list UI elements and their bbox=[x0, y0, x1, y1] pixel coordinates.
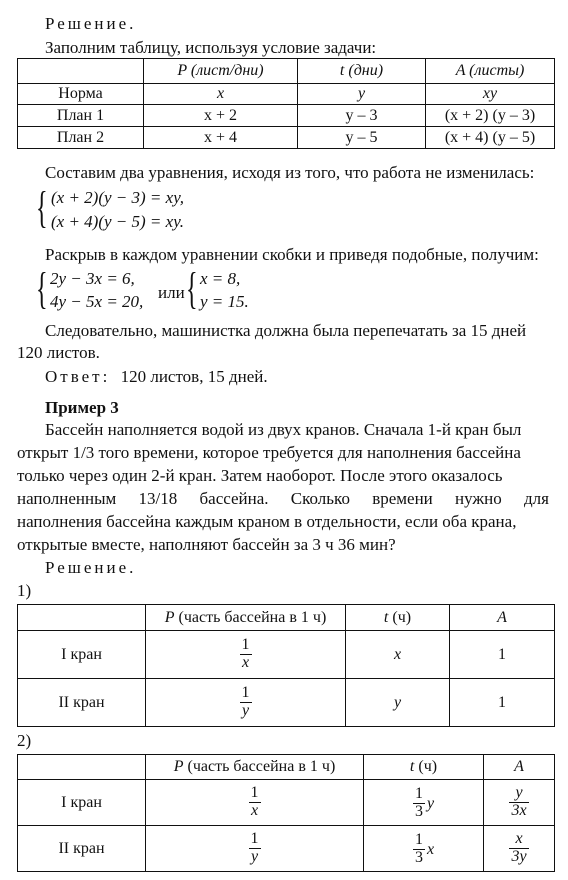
table-header-row bbox=[18, 755, 555, 780]
table-cell: Норма bbox=[18, 84, 144, 105]
fraction bbox=[240, 685, 252, 720]
problem-line: Бассейн наполняется водой из двух кранов. Сначала 1-й кран был bbox=[45, 420, 522, 439]
table-cell: (x + 2) (y – 3) bbox=[426, 105, 555, 127]
time-variable: x bbox=[426, 840, 435, 858]
fraction-denominator: y bbox=[249, 848, 261, 866]
table-cell: 1 bbox=[450, 631, 555, 679]
equation-system-1 bbox=[36, 184, 336, 236]
table-row bbox=[18, 105, 555, 127]
compose-text: Составим два уравнения, исходя из того, что работа не изменилась: bbox=[45, 163, 535, 182]
table-cell bbox=[146, 679, 346, 727]
step-number: 1) bbox=[17, 581, 32, 600]
fraction-numerator: 1 bbox=[414, 831, 423, 849]
fraction-denominator: x bbox=[240, 654, 252, 672]
fraction-numerator: 1 bbox=[250, 830, 259, 848]
table-cell: y – 3 bbox=[298, 105, 426, 127]
table-row bbox=[18, 679, 555, 727]
table-cell: x bbox=[144, 84, 298, 105]
equation: (x + 4)(y − 5) = xy. bbox=[51, 212, 185, 231]
table-cell bbox=[364, 826, 484, 872]
brace-icon: { bbox=[36, 183, 48, 232]
tap-name: II кран bbox=[18, 679, 146, 727]
table-cell bbox=[146, 826, 364, 872]
fraction bbox=[413, 832, 425, 867]
table-header-row bbox=[18, 605, 555, 631]
fraction-numerator: x bbox=[515, 830, 523, 848]
tap-table-1 bbox=[17, 604, 555, 727]
answer-value: 120 листов, 15 дней. bbox=[120, 367, 268, 386]
table-row bbox=[18, 631, 555, 679]
table-header-cell bbox=[18, 755, 146, 780]
or-word: или bbox=[158, 283, 185, 302]
consequence-text: Следовательно, машинистка должна была перепечатать за 15 дней bbox=[45, 321, 527, 340]
header-text: (часть бассейна в 1 ч) bbox=[178, 608, 327, 626]
table-header-cell: P (часть бассейна в 1 ч) bbox=[146, 605, 346, 631]
fraction bbox=[509, 831, 528, 866]
table-header-cell: t (ч) bbox=[346, 605, 450, 631]
table-cell: План 2 bbox=[18, 127, 144, 149]
fraction-denominator: 3x bbox=[511, 802, 527, 819]
fraction-numerator: 1 bbox=[250, 784, 259, 802]
table-header-cell: A bbox=[484, 755, 555, 780]
tap-table-2 bbox=[17, 754, 555, 872]
consequence-text-continued: 120 листов. bbox=[17, 343, 100, 362]
fraction-denominator: y bbox=[240, 702, 252, 720]
table-cell: План 1 bbox=[18, 105, 144, 127]
table-cell bbox=[484, 826, 555, 872]
table-header-cell: t (дни) bbox=[298, 59, 426, 84]
tap-name: I кран bbox=[18, 631, 146, 679]
tap-name: II кран bbox=[18, 826, 146, 872]
table-row bbox=[18, 780, 555, 826]
table-cell bbox=[146, 780, 364, 826]
tap-name: I кран bbox=[18, 780, 146, 826]
header-text: (часть бассейна в 1 ч) bbox=[187, 758, 336, 776]
table-cell: x + 4 bbox=[144, 127, 298, 149]
problem-line: открыт 1/3 того времени, которое требуется для наполнения бассейна bbox=[17, 443, 521, 462]
table-row bbox=[18, 826, 555, 872]
table-header-row bbox=[18, 59, 555, 84]
table-header-cell bbox=[18, 605, 146, 631]
problem-line: наполнения бассейна каждым краном в отдельности, если оба крана, bbox=[17, 512, 517, 531]
time-expression bbox=[413, 832, 434, 867]
table-cell bbox=[364, 780, 484, 826]
step-number: 2) bbox=[17, 731, 32, 750]
table-cell: (x + 4) (y – 5) bbox=[426, 127, 555, 149]
table-cell: x bbox=[346, 631, 450, 679]
brace-icon: { bbox=[186, 264, 198, 313]
fraction bbox=[249, 785, 261, 820]
time-variable: y bbox=[426, 794, 435, 812]
solution-label: Решение. bbox=[45, 14, 137, 33]
table-cell: y – 5 bbox=[298, 127, 426, 149]
problem-line: открытые вместе, наполняют бассейн за 3 ч 36 мин? bbox=[17, 535, 396, 554]
fraction-denominator: x bbox=[249, 802, 261, 820]
problem-line: только через один 2-й кран. Затем наоборот. После этого оказалось bbox=[17, 466, 503, 485]
equation: 4y − 5x = 20, bbox=[50, 292, 144, 311]
fraction-numerator: y bbox=[515, 784, 523, 802]
table-cell bbox=[484, 780, 555, 826]
equation-system-3 bbox=[186, 266, 306, 316]
brace-icon: { bbox=[36, 264, 48, 313]
table-cell: xy bbox=[426, 84, 555, 105]
answer-label: Ответ: bbox=[45, 367, 111, 386]
fraction-denominator: 3y bbox=[511, 848, 527, 865]
table-header-cell: P (лист/дни) bbox=[144, 59, 298, 84]
table-cell: x + 2 bbox=[144, 105, 298, 127]
fraction bbox=[413, 786, 425, 821]
table-cell: y bbox=[298, 84, 426, 105]
table-header-cell: P (часть бассейна в 1 ч) bbox=[146, 755, 364, 780]
fraction-denominator: 3 bbox=[414, 849, 423, 866]
work-table bbox=[17, 58, 555, 149]
table-cell: y bbox=[346, 679, 450, 727]
fraction bbox=[240, 637, 252, 672]
time-expression bbox=[413, 786, 434, 821]
equation: x = 8, bbox=[200, 269, 241, 288]
fraction-denominator: 3 bbox=[414, 803, 423, 820]
problem-line: наполненным 13/18 бассейна. Сколько времени нужно для bbox=[17, 489, 549, 508]
intro-text: Заполним таблицу, используя условие задачи: bbox=[45, 38, 377, 57]
answer-line bbox=[45, 367, 268, 387]
equation: (x + 2)(y − 3) = xy, bbox=[51, 188, 185, 207]
table-header-cell: A bbox=[450, 605, 555, 631]
solution-label: Решение. bbox=[45, 558, 137, 577]
fraction bbox=[509, 785, 528, 820]
table-cell bbox=[146, 631, 346, 679]
equation: y = 15. bbox=[200, 292, 249, 311]
expand-text: Раскрыв в каждом уравнении скобки и приведя подобные, получим: bbox=[45, 245, 539, 264]
table-header-cell: A (листы) bbox=[426, 59, 555, 84]
fraction-numerator: 1 bbox=[241, 684, 250, 702]
table-header-cell: t (ч) bbox=[364, 755, 484, 780]
table-row bbox=[18, 127, 555, 149]
table-cell: 1 bbox=[450, 679, 555, 727]
fraction-numerator: 1 bbox=[414, 785, 423, 803]
fraction-numerator: 1 bbox=[241, 636, 250, 654]
equation: 2y − 3x = 6, bbox=[50, 269, 135, 288]
table-row bbox=[18, 84, 555, 105]
fraction bbox=[249, 831, 261, 866]
table-header-cell bbox=[18, 59, 144, 84]
example-title: Пример 3 bbox=[45, 398, 119, 417]
